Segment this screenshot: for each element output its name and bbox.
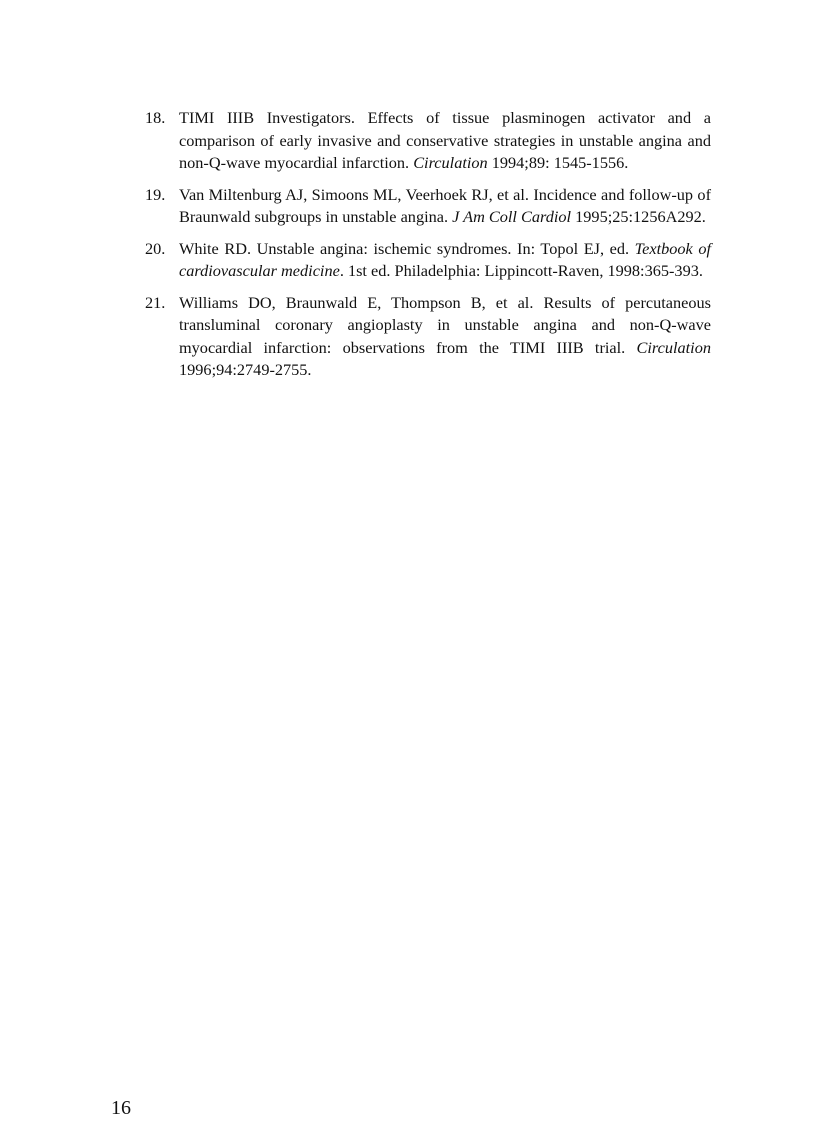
reference-text: [179, 107, 711, 175]
reference-item-19: [145, 184, 711, 229]
journal-title: Circulation: [413, 153, 488, 172]
reference-text-part: 1994;89: 1545-1556.: [487, 153, 629, 172]
reference-text: [179, 292, 711, 382]
reference-text-part: Van Miltenburg AJ, Simoons ML, Veerhoek RJ, et al. Incidence and follow-up of Braunwald subgroups in unstable angina.: [179, 184, 711, 226]
reference-text-part: Williams DO, Braunwald E, Thompson B, et al. Results of percutaneous transluminal coronary angioplasty in unstable angina and non-Q-wave myocardial infarction: observations from the TIMI IIIB trial.: [179, 292, 711, 357]
reference-item-21: [145, 292, 711, 382]
book-title: Textbook of cardiovascular medicine: [179, 238, 711, 280]
journal-title: Circulation: [636, 337, 711, 357]
reference-text-part: . 1st ed. Philadelphia: Lippincott-Raven, 1998:365-393.: [339, 261, 703, 280]
journal-title: J Am Coll Cardiol: [452, 207, 572, 226]
reference-item-20: [145, 238, 711, 283]
reference-text: [179, 184, 711, 229]
reference-text-part: TIMI IIIB Investigators. Effects of tissue plasminogen activator and a comparison of early invasive and conservative strategies in unstable angina and non-Q-wave myocardial infarction.: [179, 108, 711, 172]
reference-text: [179, 238, 711, 283]
reference-text-part: 1995;25:1256A292.: [571, 207, 706, 226]
page-number: 16: [111, 1097, 131, 1119]
reference-item-18: [145, 107, 711, 175]
reference-text-part: White RD. Unstable angina: ischemic syndromes. In: Topol EJ, ed.: [179, 238, 635, 258]
reference-text-part: 1996;94:2749-2755.: [179, 360, 312, 379]
reference-number: 18.: [145, 108, 166, 127]
reference-number: 20.: [145, 238, 166, 258]
reference-number: 21.: [145, 292, 166, 312]
reference-number: 19.: [145, 184, 166, 204]
reference-list: [145, 107, 711, 391]
